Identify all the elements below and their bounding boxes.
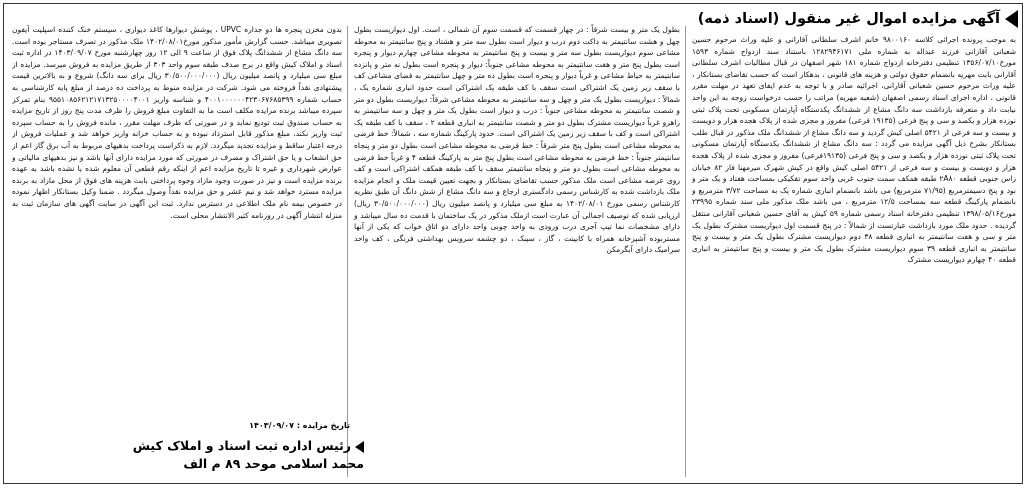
triangle-marker-icon [1005, 10, 1018, 28]
signature-name: محمد اسلامی موحد ۸۹ م الف [183, 456, 364, 471]
column-middle-text: بطول یک متر و بیست شرقاً : در چهار قسمت که قسمت سوم آن شمالی ، است. اول دیواریست بطول چهل و هشت سانتیمتر به داکت دوم درب و دیوار است بطول سه متر و هشتاد و پنج سانتیمتر به محوطه مشاعی سوم دیواریست بطول سه متر و بیست و پنج سانتیمتر به محوطه مشاعی چهارم دیوار و پنجره است بطول پنج متر و هفت سانتیمتر به محوطه مشاعی جنوباً: دیوار و پنجره است بطول نه متر و پانزده سانتیمتر به حیاط مشاعی و غرباً دیوار و پنجره است بطول ده متر و چهل سانتیمتر به فضای مشاعی کف با سقف زیر زمین یک اشتراکی است سقف با کف طبقه یک اشتراکی است حدود انباری شماره یک ، شمالاً : دیواریست بطول یک متر و چهل و سه سانتیمتر به محوطه مشاعی شرقاً: دیواریست بطول دو متر و شصت سانتیمتر به محوطه مشاعی جنوباً : درب و دیوار است بطول یک متر و چهل و سه سانتیمتر به راهرو غرباً دیواریست مشترک بطول دو متر و شصت سانتیمتر به انباری قطعه ۲ ، سقف با کف طبقه یک اشتراکی است و کف با سقف زیر زمین یک اشتراکی است. حدود پارکینگ شماره سه ، شمالاً: خط فرضی به محوطه مشاعی است بطول پنج متر شرقاً : خط فرضی به محوطه مشاعی است بطول دو متر و پنجاه سانتیمتر جنوباً : خط فرضی به محوطه مشاعی است بطول پنج متر به پارکینگ قطعه ۴ و غرباً خط فرضی به محوطه مشاعی است بطول دو متر و پنجاه سانتیمتر سقف با کف طبقه همکف اشتراکی است و کف روی عرصه مشاعی است ملک مذکور حسب تقاضای بستانکار و بجهت تعیین قیمت ملک و انجام مزایده ملک بازداشت شده به کارشناس رسمی دادگستری ارجاع و سه دانگ مشاع از شش دانگ آن طبق نظریه کارشناس رسمی مورخ ۱۴۰۲/۰۸/۰۱ به مبلغ سی میلیارد و پانصد میلیون ریال (۳۰/۵۰۰/۰۰۰/۰۰۰ ریال) ارزیابی شده که توصیف اجمالی آن عبارت است ازملک مذکور در یک ساختمان با قدمت ده سال میباشد و دارای مشخصات نما تیپ آجری درب ورودی به واحد چوبی واحد دارای دو اتاق خواب که یکی از آنها مستربوده آشپزخانه همراه با کابینت ، گاز ، سینک ، دو چشمه سرویس بهداشتی فرنگی ، کف واحد سرامیک دارای آبگرمکن [354, 25, 680, 255]
column-middle [354, 24, 680, 479]
ad-header [698, 6, 1018, 32]
column-divider [685, 26, 686, 477]
column-left [12, 24, 342, 413]
signature-title: رئیس اداره ثبت اسناد و املاک کیش [132, 438, 351, 453]
column-right-text: به موجب پرونده اجرائی کلاسه ۹۸۰۰۱۶۰ خانم اشرف سلطانی آقارانی و علیه وراث مرحوم حسین شعبانی آقارانی فرزند عبداله به شماره ملی ۱۲۸۲۹۴۶۱۷۱ باستناد سند ازدواج شماره ۱۵۹۳ مورخ۱۳۵۶/۰۷/۱۰ تنظیمی دفترخانه ازدواج شماره ۱۸۱ شهر اصفهان در قبال مطالبات اشرف سلطانی آقارانی بابت مهریه بانضمام حقوق دولتی و هزینه های قانونی ، بدهکار است که حسب تقاضای بستانکار ، علیه وراث مرحوم حسین شعبانی آقارانی، اجرائیه صادر و با توجه به عدم ایفای تعهد در مهلت مقرر قانونی ، اداره اجرای اسناد رسمی اصفهان (شعبه مهریه) مراتب را حسب درخواست زوجه به این واحد نیابت داد و متعرفه بازداشت سه دانگ مشاع از ششدانگ یکدستگاه آپارتمان مسکونی تحت پلاک ثبتی نوزده هزار و یکصد و سی و پنج فرعی (۱۹۱۳۵ فرعی) مفروز و مجزی شده از پلاک هجده هزار و دویست و بیست و سه فرعی از ۵۴۲۱ اصلی کیش گردید و سه دانگ مشاع از ششدانگ ملک مذکور در قبال طلب بستانکار بشرح ذیل آگهی مزایده می گردد : سه دانگ مشاع از ششدانگ یکدستگاه آپارتمان مسکونی تحت پلاک ثبتی نوزده هزار و یکصد و سی و پنج فرعی (۱۹۱۳۵فرعی) مفروز و مجزی شده از پلاک هجده هزار و دویست و بیست و سه فرعی از ۵۴۲۱ اصلی کیش واقع در کیش شهرک میرمهنا فاز ۸۲ خیابان زاس جنوبی قطعه ۲A۸۰ طبقه همکف سمت جنوب غربی واحد سوم تفکیکی بمساحت هفتاد و یک متر و نود و پنج دسیمترمربع (۷۱/۹۵ مترمربع) می باشد بانضمام انباری شماره یک به مساحت ۳/۷۲ مترمربع و بانضمام پارکینگ قطعه سه بمساحت ۱۲/۵ مترمربع ، می باشد ملک مذکور ملی سند شماره ۲۳۹۹۵ مورخ۱۳۹۸/۰۵/۱۶ تنظیمی دفترخانه اسناد رسمی شماره ۵۹ کیش به آقای حسین شعبانی آقارانی منتقل گردیده . حدود ملک مورد بازداشت عبارتست از شمالاً : در پنج قسمت اول دیواریست مشترک بطول یک متر و سی و هفت سانتیمتر به انباری قطعه ۳۸ دوم دیواریست مشترک بطول یک متر و بیست و پنج سانتیمتر به انباری قطعه ۳۹ سوم دیواریست مشترک بطول یک متر و بیست و پنج سانتیمتر به انباری قطعه ۴۰ چهارم دیواریست مشترک [692, 35, 1016, 265]
signature-block [64, 438, 364, 471]
ad-page [3, 3, 1023, 484]
ad-title: آگهی مزایده اموال غیر منقول (اسناد ذمه) [697, 11, 1000, 27]
auction-date: تاریخ مزایده : ۱۴۰۳/۰۹/۰۷ [249, 421, 350, 430]
column-left-text: بدون مخزن پنجره ها دو جداره UPVC ، پوشش دیوارها کاغذ دیواری ، سیستم خنک کننده اسپلیت آیفون تصویری میباشد. حسب گزارش مأمور مذکور مورخ۱۴۰۲/۰۸/۰۱ ملک مذکور در تصرف مستاجر بوده است. سه دانگ مشاع از ششدانگ پلاک فوق از ساعت ۹ الی ۱۲ روز چهارشنبه مورخ ۱۴۰۳/۰۹/۰۷ در اداره ثبت اسناد و املاک کیش واقع در برج صدف طبقه سوم واحد ۳۰۳ از طریق مزایده به فروش میرسد. مزایده از مبلغ سی میلیارد و پانصد میلیون ریال (۳۰/۵۰۰/۰۰۰/۰۰۰ ریال برای سه دانگ) شروع و به بالاترین قیمت پیشنهادی نقداً فروخته می شود. شرکت در مزایده منوط به پرداخت ده درصد از مبلغ پایه کارشناسی به حساب شماره ۴۰۰۱۰۰۰۰۰۰۴۲۳۰۶۷۶۸۵۳۹۹ و شناسه واریز ۹۵۵۱۰۸۵۶۲۱۲۱۷۱۳۲۵۰۰۰۰۴۰۰۱ بنام تمرکز سپرده میباشد برنده مزایده مکلف است ما به التفاوت مبلغ فروش را ظرف مدت پنج روز از تاریخ مزایده به حساب صندوق ثبت تودیع نماید و در صورتی که ظرف مهلت مقرر ، مانده فروش را به حساب سپرده ثبت واریز نکند، مبلغ مذکور قابل استرداد نبوده و به حساب خزانه واریز خواهد شد و عملیات فروش از درجه اعتبار ساقط و مزایده تجدید میگردد. لازم به ذکراست پرداخت بدهیهای مربوط به آب برق گاز اعم از حق انشعاب و یا حق اشتراک و مصرف در صورتی که مورد مزایده دارای آنها باشد و نیز بدهیهای مالیاتی و عوارض شهرداری و غیره تا تاریخ مزایده اعم از اینکه رقم قطعی آن معلوم شده یا نشده باشد به عهده برنده مزایده است و نیز در صورت وجود مازاد وجوه پرداختی بابت هزینه های فوق از محل مازاد به برنده مزایده مسترد خواهد شد و نیم عشر و حق مزایده نقداً وصول میگردد . ضمنا وکیل بستانکار اظهار نموده در خصوص بیمه نام ملک اطلاعی در دسترس ندارد. ثبت این آگهی در سایت آگهی های سازمان ثبت به منزله انتشار آگهی در روزنامه کثیر الانتشار محلی است. [12, 25, 342, 220]
column-right [692, 34, 1016, 479]
triangle-bullet-icon [355, 441, 364, 453]
column-divider [347, 26, 348, 477]
